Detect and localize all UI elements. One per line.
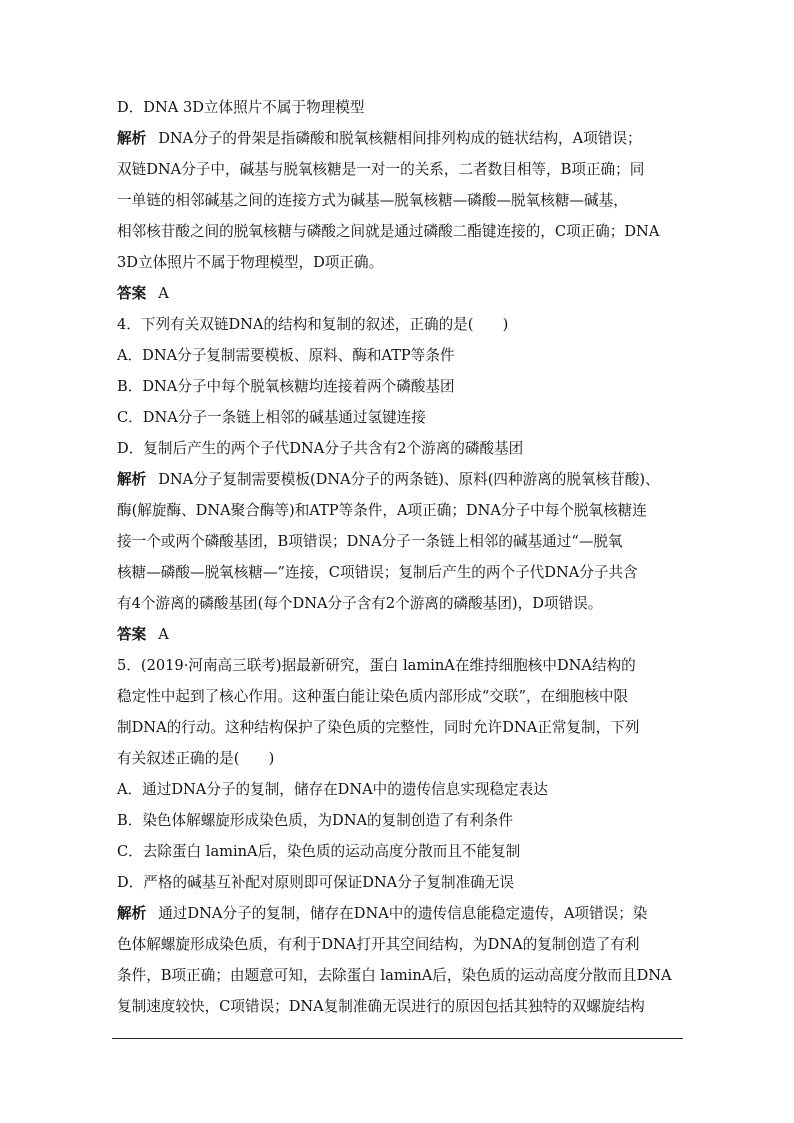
q5-analysis-line-3: 条件，B项正确；由题意可知，去除蛋白 laminA后，染色质的运动高度分散而且DNA [117, 967, 672, 984]
q3-answer-label: 答案 [117, 285, 147, 302]
q5-analysis-label: 解析 [117, 905, 147, 922]
q4-analysis-line-4: 核糖—磷酸—脱氧核糖—”连接，C项错误；复制后产生的两个子代DNA分子共含 [117, 564, 638, 581]
q4-answer-label: 答案 [117, 626, 147, 643]
q5-stem-line-4: 有关叙述正确的是( ) [117, 750, 275, 767]
q5-option-a: A．通过DNA分子的复制，储存在DNA中的遗传信息实现稳定表达 [117, 781, 548, 798]
q3-analysis-line-3: 一单链的相邻碱基之间的连接方式为碱基—脱氧核糖—磷酸—脱氧核糖—碱基， [117, 192, 628, 209]
q3-analysis-line-2: 双链DNA分子中，碱基与脱氧核糖是一对一的关系，二者数目相等，B项正确；同 [117, 161, 645, 178]
q3-answer-line [117, 278, 687, 309]
q3-analysis-line-1 [117, 123, 687, 154]
q5-stem-line-1: 5．(2019·河南高三联考)据最新研究，蛋白 laminA在维持细胞核中DNA结构的 [117, 657, 636, 674]
q4-option-d: D．复制后产生的两个子代DNA分子共含有2个游离的磷酸基团 [117, 440, 524, 457]
q5-stem-line-3: 制DNA的行动。这种结构保护了染色质的完整性，同时允许DNA正常复制，下列 [117, 719, 640, 736]
q5-analysis-line-4: 复制速度较快，C项错误；DNA复制准确无误进行的原因包括其独特的双螺旋结构 [117, 998, 645, 1015]
q5-analysis-line-2: 色体解螺旋形成染色质，有利于DNA打开其空间结构，为DNA的复制创造了有利 [117, 936, 640, 953]
q5-stem-line-2: 稳定性中起到了核心作用。这种蛋白能让染色质内部形成“交联”，在细胞核中限 [117, 688, 629, 705]
footer-rule [112, 1038, 683, 1039]
q4-analysis-line-3: 接一个或两个磷酸基团，B项错误；DNA分子一条链上相邻的碱基通过“—脱氧 [117, 533, 623, 550]
q4-option-b: B．DNA分子中每个脱氧核糖均连接着两个磷酸基团 [117, 378, 455, 395]
q4-stem: 4．下列有关双链DNA的结构和复制的叙述，正确的是( ) [117, 316, 509, 333]
q4-option-a: A．DNA分子复制需要模板、原料、酶和ATP等条件 [117, 347, 455, 364]
q3-answer-value: A [158, 285, 169, 302]
q4-option-c: C．DNA分子一条链上相邻的碱基通过氢键连接 [117, 409, 426, 426]
q4-analysis-label: 解析 [117, 471, 147, 488]
q3-analysis-label: 解析 [117, 130, 147, 147]
q4-answer-value: A [158, 626, 169, 643]
q3-analysis-line-4: 相邻核苷酸之间的脱氧核糖与磷酸之间就是通过磷酸二酯键连接的，C项正确；DNA [117, 223, 660, 240]
q4-analysis-line-2: 酶(解旋酶、DNA聚合酶等)和ATP等条件，A项正确；DNA分子中每个脱氧核糖连 [117, 502, 647, 519]
q5-option-c: C．去除蛋白 laminA后，染色质的运动高度分散而且不能复制 [117, 843, 521, 860]
q4-analysis-line-1 [117, 464, 687, 495]
q3-option-d: D．DNA 3D立体照片不属于物理模型 [117, 99, 365, 116]
q3-analysis-line-5: 3D立体照片不属于物理模型，D项正确。 [117, 254, 384, 271]
q4-analysis-line-5: 有4个游离的磷酸基团(每个DNA分子含有2个游离的磷酸基团)，D项错误。 [117, 595, 603, 612]
q5-analysis-text: 通过DNA分子的复制，储存在DNA中的遗传信息能稳定遗传，A项错误；染 [158, 905, 648, 922]
q5-option-b: B．染色体解螺旋形成染色质，为DNA的复制创造了有利条件 [117, 812, 513, 829]
q5-analysis-line-1 [117, 898, 687, 929]
document-page [117, 92, 687, 1022]
q3-analysis-text: DNA分子的骨架是指磷酸和脱氧核糖相间排列构成的链状结构，A项错误； [158, 130, 642, 147]
q4-analysis-text: DNA分子复制需要模板(DNA分子的两条链)、原料(四种游离的脱氧核苷酸)、 [158, 471, 660, 488]
q4-answer-line [117, 619, 687, 650]
q5-option-d: D．严格的碱基互补配对原则即可保证DNA分子复制准确无误 [117, 874, 514, 891]
